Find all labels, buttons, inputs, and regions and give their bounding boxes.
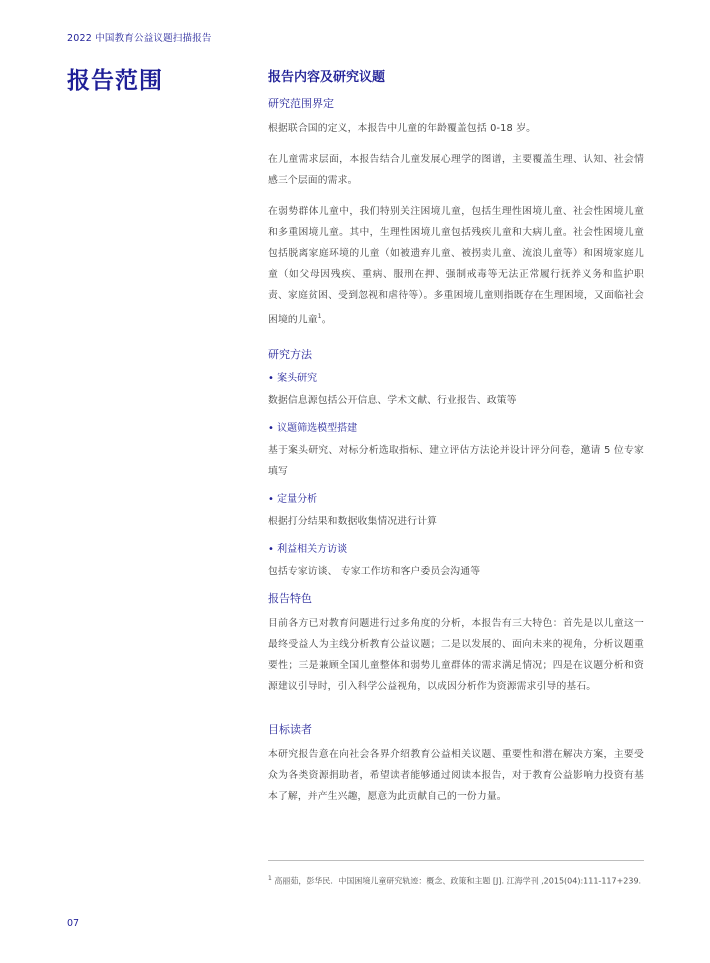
- main-content: [268, 66, 644, 817]
- readers-heading: 目标读者: [268, 723, 312, 737]
- page-number: 07: [67, 918, 80, 929]
- scope-paragraph-3: [268, 201, 644, 330]
- features-paragraph: 目前各方已对教育问题进行过多角度的分析，本报告有三大特色：首先是以儿童这一最终受益人为主线分析教育公益议题；二是以发展的、面向未来的视角，分析议题重要性；三是兼顾全国儿童整体和弱势儿童群体的需求满足情况；四是在议题分析和资源建议引导时，引入科学公益视角，以成因分析作为资源需求引导的基石。: [268, 618, 644, 693]
- scope-paragraph-2: 在儿童需求层面，本报告结合儿童发展心理学的图谱，主要覆盖生理、认知、社会情感三个层面的需求。: [268, 154, 644, 186]
- section-title: 报告范围: [67, 68, 163, 94]
- scope-heading: 研究范围界定: [268, 97, 334, 110]
- method-item-label: • 利益相关方访谈: [268, 544, 348, 556]
- report-header-title: 2022 中国教育公益议题扫描报告: [67, 33, 212, 44]
- method-item-desc: 数据信息源包括公开信息、学术文献、行业报告、政策等: [268, 395, 517, 407]
- footnote-divider: [268, 860, 644, 861]
- method-item-desc: 包括专家访谈、 专家工作坊和客户委员会沟通等: [268, 566, 481, 578]
- footnote: [268, 872, 644, 888]
- content-heading: 报告内容及研究议题: [268, 70, 386, 85]
- footnote-ref: 1: [317, 313, 322, 320]
- method-item-label: • 案头研究: [268, 373, 318, 385]
- method-item-label: • 议题筛选模型搭建: [268, 423, 358, 435]
- scope-paragraph-3-end: 。: [321, 314, 332, 326]
- scope-paragraph-1: 根据联合国的定义，本报告中儿童的年龄覆盖包括 0-18 岁。: [268, 123, 537, 134]
- readers-paragraph: 本研究报告意在向社会各界介绍教育公益相关议题、重要性和潜在解决方案，主要受众为各类资源捐助者，希望读者能够通过阅读本报告，对于教育公益影响力投资有基本了解，并产生兴趣，愿意为此贡献自己的一份力量。: [268, 749, 644, 803]
- method-item-desc: 基于案头研究、对标分析选取指标、建立评估方法论并设计评分问卷，邀请 5 位专家填写: [268, 445, 644, 478]
- footnote-text: 高丽茹，彭华民．中国困境儿童研究轨迹：概念、政策和主题 [J]. 江海学刊 ,2015(04):111-117+239.: [271, 876, 642, 886]
- method-item-desc: 根据打分结果和数据收集情况进行计算: [268, 516, 438, 528]
- methods-heading: 研究方法: [268, 348, 312, 362]
- method-item-label: • 定量分析: [268, 494, 318, 506]
- scope-paragraph-3-text: 在弱势群体儿童中，我们特别关注困境儿童，包括生理性困境儿童、社会性困境儿童和多重困境儿童。其中，生理性困境儿童包括残疾儿童和大病儿童。社会性困境儿童包括脱离家庭环境的儿童（如被遗弃儿童、被拐卖儿童、流浪儿童等）和困境家庭儿童（如父母因残疾、重病、服刑在押、强制戒毒等无法正常履行抚养义务和监护职责、家庭贫困、受到忽视和虐待等）。多重困境儿童则指既存在生理困境，又面临社会困境的儿童: [268, 206, 644, 326]
- features-heading: 报告特色: [268, 592, 312, 606]
- footnote-marker: 1: [268, 875, 272, 882]
